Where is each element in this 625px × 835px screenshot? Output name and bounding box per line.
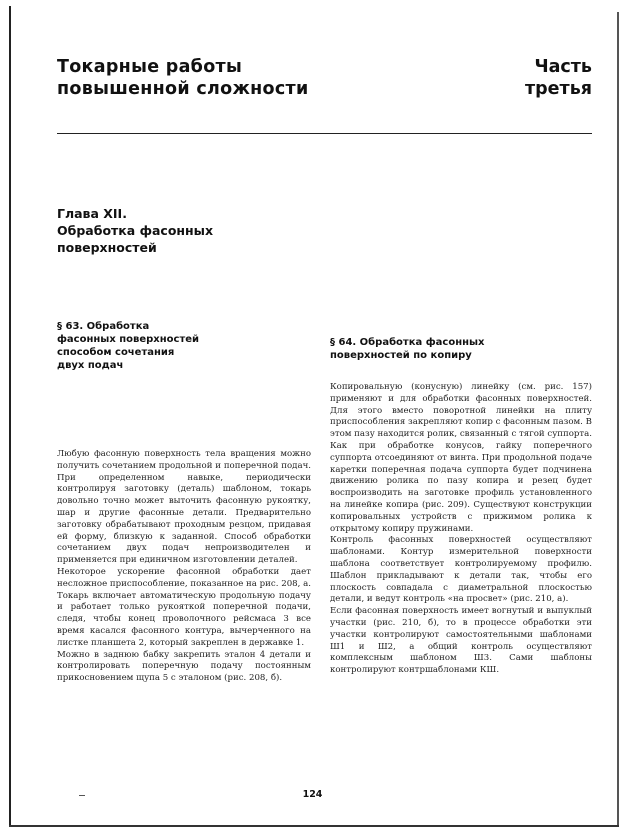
paragraph: Можно в заднюю бабку закрепить эталон 4 детали и контролировать поперечную подачу постоянным прикосновением щупа 5 с эталоном (рис. 208, б). xyxy=(57,649,311,684)
page-number: 124 xyxy=(302,789,323,800)
page-edge-bottom xyxy=(9,825,619,827)
paragraph: Если фасонная поверхность имеет вогнутый и выпуклый участки (рис. 210, б), то в процессе обработки эти участки контролируют самостоятельными шаблонами Ш1 и Ш2, а общий контроль осуществляют комплексным шаблоном Ш3. Сами шаблоны контролируют контршаблонами КШ. xyxy=(330,606,592,676)
section-63-title: § 63. Обработка фасонных поверхностей способом сочетания двух подач xyxy=(57,321,200,371)
section-63-body xyxy=(57,449,311,685)
part-label: Часть третья xyxy=(525,57,592,99)
header-rule xyxy=(57,133,592,134)
section-64-title: § 64. Обработка фасонных поверхностей по копиру xyxy=(330,337,485,361)
part-title: Токарные работы повышенной сложности xyxy=(57,57,309,99)
paragraph: Любую фасонную поверхность тела вращения можно получить сочетанием продольной и поперечной подач. При определенном навыке, периодически контролируя заготовку (деталь) шаблоном, токарь довольно точно может выточить фасонную рукоятку, шар и другие фасонные детали. Предварительно заготовку обрабатывают проходным резцом, придавая ей форму, близкую к заданной. Способ обработки сочетанием двух подач непроизводителен и применяется при единичном изготовлении деталей. xyxy=(57,449,311,566)
page-edge-left xyxy=(9,6,11,827)
page-edge-right xyxy=(617,12,619,827)
paragraph: Контроль фасонных поверхностей осуществляют шаблонами. Контур измерительной поверхности шаблона соответствует контролируемому профилю. Шаблон прикладывают к детали так, чтобы его плоскость совпадала с диаметральной плоскостью детали, и ведут контроль «на просвет» (рис. 210, а). xyxy=(330,535,592,605)
chapter-title: Глава XII. Обработка фасонных поверхностей xyxy=(57,206,214,255)
paragraph: Некоторое ускорение фасонной обработки дает несложное приспособление, показанное на рис. 208, а. Токарь включает автоматическую продольную подачу и работает только рукояткой поперечной подачи, следя, чтобы конец проволочного рейсмаса 3 все время касался фасонного контура, вычерченного на листке планшета 2, который закреплен в державке 1. xyxy=(57,566,311,648)
paragraph: Копировальную (конусную) линейку (см. рис. 157) применяют и для обработки фасонных поверхностей. Для этого вместо поворотной линейки на плиту приспособления закрепляют копир с фасонным пазом. В этом пазу находится ролик, связанный с тягой суппорта. Как при обработке конусов, гайку поперечного суппорта отсоединяют от винта. При продольной подаче каретки поперечная подача суппорта будет подчинена движению ролика по пазу копира и резец будет воспроизводить на заготовке профиль установленного на линейке копира (рис. 209). Существуют конструкции копировальных устройств с прижимом ролика к открытому копиру пружинами. xyxy=(330,382,592,534)
section-64-body xyxy=(330,382,592,677)
